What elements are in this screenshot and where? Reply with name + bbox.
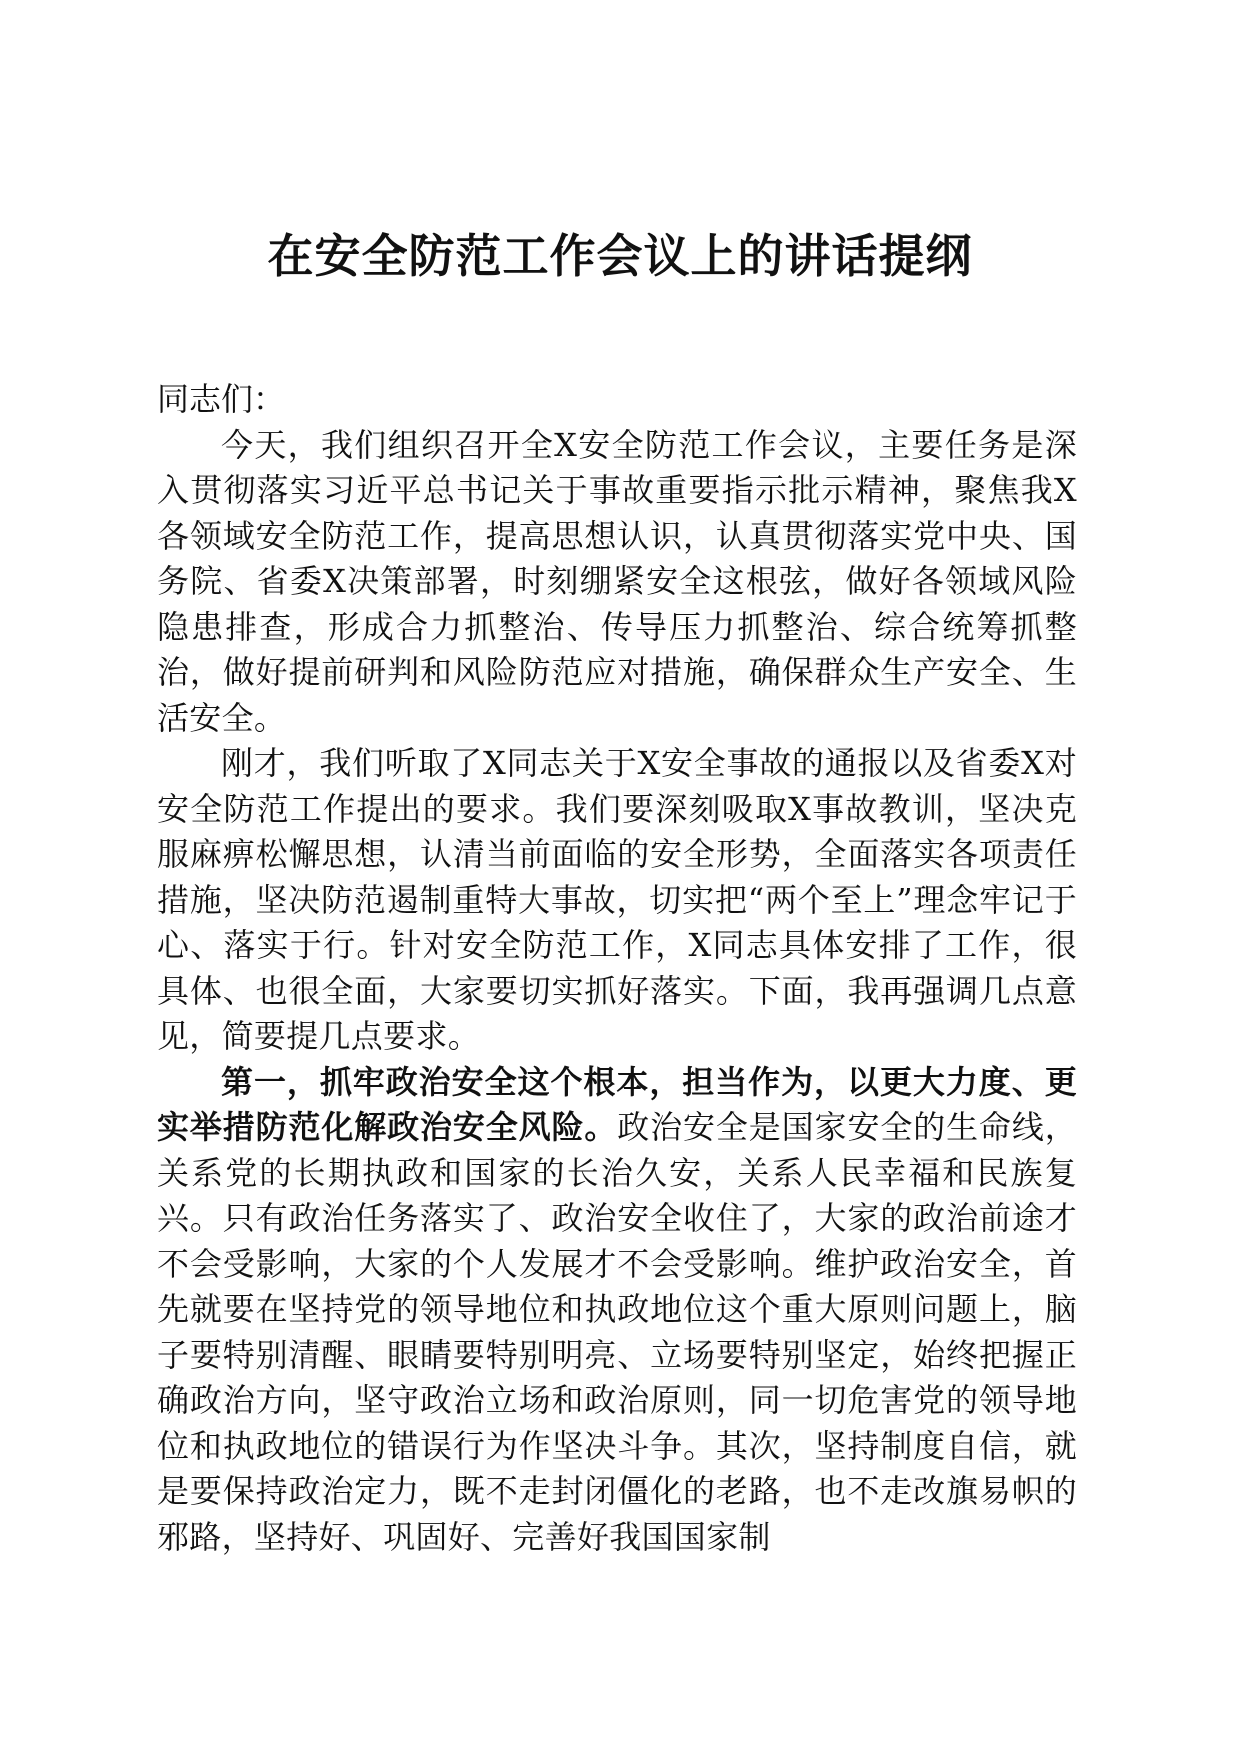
greeting: 同志们： <box>157 380 286 418</box>
document-title: 在安全防范工作会议上的讲话提纲 <box>267 229 973 283</box>
paragraph-opening <box>157 423 1077 742</box>
paragraph-point-one <box>157 1060 1077 1561</box>
paragraph-text: 刚才，我们听取了X同志关于X安全事故的通报以及省委X对安全防范工作提出的要求。我们要深刻吸取X事故教训，坚决克服麻痹松懈思想，认清当前面临的安全形势，全面落实各项责任措施，坚决防范遏制重特大事故，切实把“两个至上”理念牢记于心、落实于行。针对安全防范工作，X同志具体安排了工作，很具体、也很全面，大家要切实抓好落实。下面，我再强调几点意见，简要提几点要求。 <box>157 744 1077 1055</box>
paragraph-briefing <box>157 741 1077 1060</box>
paragraph-text: 政治安全是国家安全的生命线，关系党的长期执政和国家的长治久安，关系人民幸福和民族复兴。只有政治任务落实了、政治安全收住了，大家的政治前途才不会受影响，大家的个人发展才不会受影响。维护政治安全，首先就要在坚持党的领导地位和执政地位这个重大原则问题上，脑子要特别清醒、眼睛要特别明亮、立场要特别坚定，始终把握正确政治方向，坚守政治立场和政治原则，同一切危害党的领导地位和执政地位的错误行为作坚决斗争。其次，坚持制度自信，就是要保持政治定力，既不走封闭僵化的老路，也不走改旗易帜的邪路，坚持好、巩固好、完善好我国国家制 <box>157 1108 1078 1556</box>
paragraph-text: 今天，我们组织召开全X安全防范工作会议，主要任务是深入贯彻落实习近平总书记关于事故重要指示批示精神，聚焦我X各领域安全防范工作，提高思想认识，认真贯彻落实党中央、国务院、省委X决策部署，时刻绷紧安全这根弦，做好各领域风险隐患排查，形成合力抓整治、传导压力抓整治、综合统筹抓整治，做好提前研判和风险防范应对措施，确保群众生产安全、生活安全。 <box>157 425 1077 737</box>
document-body <box>157 377 1077 1560</box>
section-heading: 第一，抓牢政治安全这个根本，担当作为，以更大力度、更实举措防范化解政治安全风险。 <box>157 1062 1077 1146</box>
